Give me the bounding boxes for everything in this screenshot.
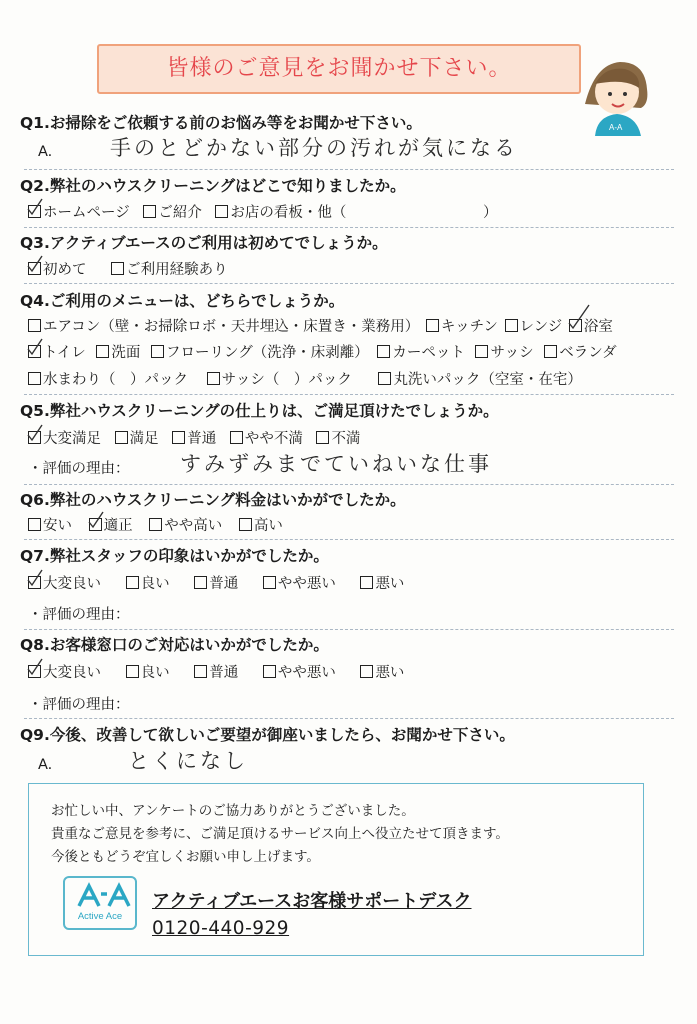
checkbox[interactable] (239, 518, 252, 531)
checkbox[interactable] (360, 665, 373, 678)
logo-text: Active Ace (77, 911, 123, 922)
divider (24, 169, 674, 170)
q2-options (28, 201, 498, 222)
checkbox[interactable] (149, 518, 162, 531)
q5-options (28, 427, 360, 448)
svg-text:A-A: A-A (609, 123, 623, 132)
checkbox[interactable] (28, 319, 41, 332)
divider (24, 539, 674, 540)
q8-option: 普通 (209, 665, 239, 681)
divider (24, 484, 674, 485)
checkbox[interactable] (377, 345, 390, 358)
q5-reason-label: ・評価の理由： (28, 461, 130, 477)
q6-option: 適正 (103, 518, 133, 534)
checkbox[interactable] (143, 205, 156, 218)
q8-option: やや悪い (277, 665, 336, 681)
checkbox[interactable] (194, 665, 207, 678)
q4-line3 (28, 368, 582, 389)
q8-options (28, 661, 404, 682)
mascot-illustration (575, 44, 655, 136)
q4-option: トイレ (43, 345, 86, 361)
q4-option: サッシ（ ）パック (221, 372, 352, 388)
q5-option: 普通 (187, 431, 217, 447)
checkbox[interactable] (28, 262, 41, 275)
active-ace-logo (63, 876, 137, 930)
checkbox[interactable] (28, 518, 41, 531)
q5-option: やや不満 (244, 431, 303, 447)
q7-options (28, 572, 404, 593)
q3-question: Q3.アクティブエースのご利用は初めてでしょうか。 (20, 234, 388, 252)
q6-question: Q6.弊社のハウスクリーニング料金はいかがでしたか。 (20, 491, 406, 509)
checkbox[interactable] (96, 345, 109, 358)
checkbox[interactable] (263, 576, 276, 589)
q9-prefix: A. (38, 757, 53, 773)
q4-option: キッチン (440, 319, 498, 335)
q6-option: 安い (43, 518, 72, 534)
checkbox[interactable] (28, 372, 41, 385)
q2-option: ） (483, 205, 498, 221)
q4-option: カーペット (392, 345, 465, 361)
checkbox[interactable] (28, 431, 41, 444)
checkbox[interactable] (115, 431, 128, 444)
q7-option: やや悪い (277, 576, 336, 592)
q4-line1 (28, 315, 613, 336)
q4-option: エアコン（壁・お掃除ロボ・天井埋込・床置き・業務用） (43, 319, 420, 335)
q4-option: ベランダ (559, 345, 617, 361)
q3-option: 初めて (43, 262, 87, 278)
q5-question: Q5.弊社ハウスクリーニングの仕上りは、ご満足頂けたでしょうか。 (20, 402, 499, 420)
survey-banner (97, 44, 581, 94)
q1-handwritten-answer: 手のとどかない部分の汚れが気になる (110, 136, 518, 160)
checkbox[interactable] (151, 345, 164, 358)
q8-option: 悪い (375, 665, 405, 681)
q4-option: 洗面 (111, 345, 141, 361)
checkbox[interactable] (316, 431, 329, 444)
q7-reason-label: ・評価の理由： (28, 607, 130, 623)
q4-question: Q4.ご利用のメニューは、どちらでしょうか。 (20, 292, 345, 310)
q6-options (28, 514, 283, 535)
q9-handwritten-answer: とくになし (128, 749, 248, 773)
checkbox[interactable] (89, 518, 102, 531)
divider (24, 394, 674, 395)
checkbox[interactable] (426, 319, 439, 332)
q4-option: サッシ (490, 345, 534, 361)
q8-option: 大変良い (43, 665, 101, 681)
thanks-line-1: お忙しい中、アンケートのご協力ありがとうございました。 (51, 803, 415, 819)
q3-options (28, 258, 228, 279)
checkbox[interactable] (360, 576, 373, 589)
q5-option: 満足 (129, 431, 159, 447)
checkbox[interactable] (378, 372, 391, 385)
checkbox[interactable] (230, 431, 243, 444)
divider (24, 629, 674, 630)
q5-handwritten-reason: すみずみまでていねいな仕事 (180, 452, 492, 476)
q7-option: 良い (140, 576, 170, 592)
q6-option: やや高い (164, 518, 223, 534)
q2-option: ホームページ (43, 205, 130, 221)
q9-question: Q9.今後、改善して欲しいご要望が御座いましたら、お聞かせ下さい。 (20, 726, 515, 744)
q8-question: Q8.お客様窓口のご対応はいかがでしたか。 (20, 636, 329, 654)
q6-option: 高い (253, 518, 283, 534)
checkbox[interactable] (126, 576, 139, 589)
q4-line2 (28, 341, 617, 362)
logo-mark-icon (65, 880, 135, 910)
q7-question: Q7.弊社スタッフの印象はいかがでしたか。 (20, 547, 329, 565)
checkbox[interactable] (544, 345, 557, 358)
q1-prefix: A. (38, 144, 53, 160)
thanks-line-2: 貴重なご意見を参考に、ご満足頂けるサービス向上へ役立たせて頂きます。 (51, 826, 509, 842)
q4-option: レンジ (519, 319, 563, 335)
checkbox[interactable] (111, 262, 124, 275)
checkbox[interactable] (28, 665, 41, 678)
divider (24, 227, 674, 228)
q2-question: Q2.弊社のハウスクリーニングはどこで知りましたか。 (20, 177, 406, 195)
checkbox[interactable] (126, 665, 139, 678)
q7-option: 大変良い (43, 576, 101, 592)
checkbox[interactable] (28, 205, 41, 218)
q4-option: 水まわり（ ）パック (43, 372, 188, 388)
q5-option: 大変満足 (43, 431, 101, 447)
divider (24, 718, 674, 719)
checkbox[interactable] (28, 345, 41, 358)
thanks-line-3: 今後ともどうぞ宜しくお願い申し上げます。 (51, 849, 320, 865)
q5-option: 不満 (331, 431, 361, 447)
checkbox[interactable] (194, 576, 207, 589)
q4-option: 丸洗いパック（空室・在宅） (393, 372, 582, 388)
q8-reason-label: ・評価の理由： (28, 697, 130, 713)
q7-option: 悪い (375, 576, 405, 592)
q2-option: ご紹介 (158, 205, 202, 221)
divider (24, 283, 674, 284)
q7-option: 普通 (209, 576, 239, 592)
checkbox[interactable] (263, 665, 276, 678)
q4-option: 浴室 (583, 319, 613, 335)
q8-option: 良い (140, 665, 170, 681)
support-desk-title: アクティブエースお客様サポートデスク (152, 891, 472, 912)
checkbox[interactable] (475, 345, 488, 358)
q4-option: フローリング（洗浄・床剥離） (166, 345, 369, 361)
banner-title: 皆様のご意見をお聞かせ下さい。 (166, 56, 512, 81)
checkbox[interactable] (569, 319, 582, 332)
checkbox[interactable] (215, 205, 228, 218)
checkbox[interactable] (28, 576, 41, 589)
q3-option: ご利用経験あり (126, 262, 228, 278)
q1-question: Q1.お掃除をご依頼する前のお悩み等をお聞かせ下さい。 (20, 114, 422, 132)
checkbox[interactable] (172, 431, 185, 444)
q2-option: お店の看板・他（ (230, 205, 347, 221)
checkbox[interactable] (207, 372, 220, 385)
checkbox[interactable] (505, 319, 518, 332)
support-phone-number[interactable]: 0120-440-929 (152, 918, 290, 939)
